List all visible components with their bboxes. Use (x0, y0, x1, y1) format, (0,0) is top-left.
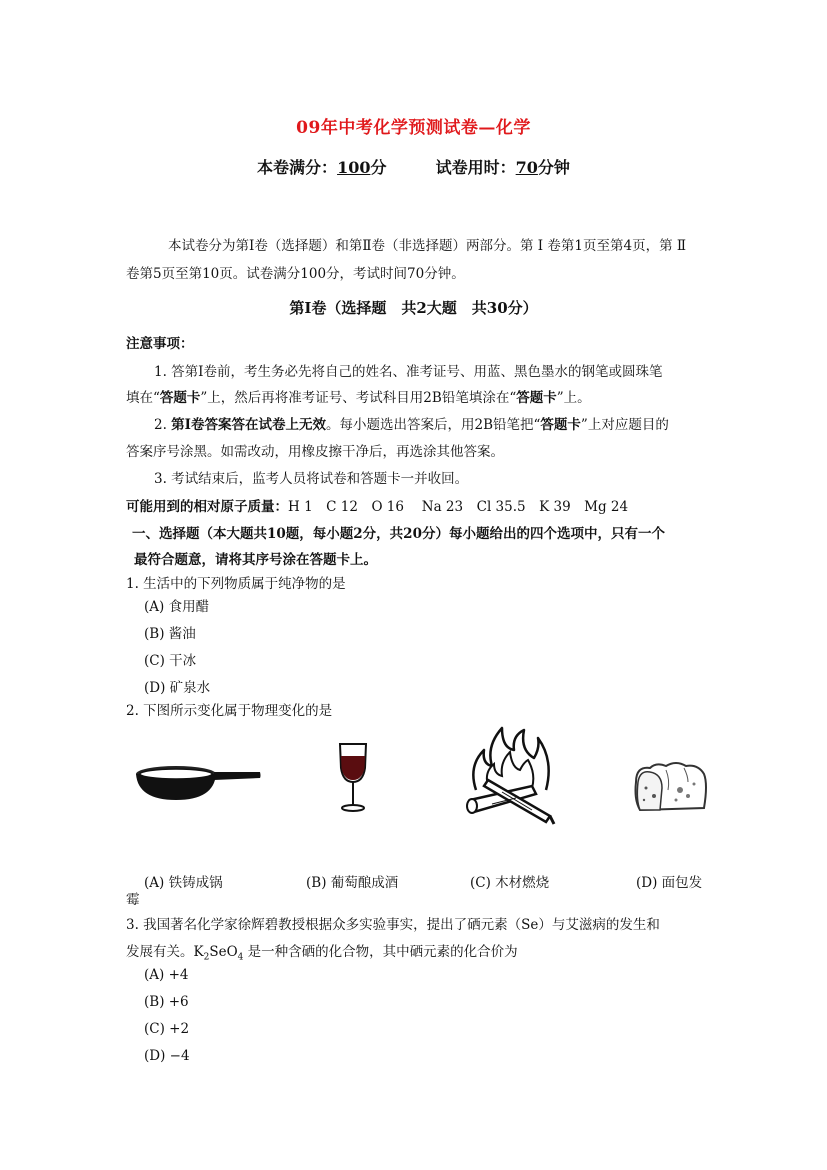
intro-line-1: 本试卷分为第Ⅰ卷（选择题）和第Ⅱ卷（非选择题）两部分。第 Ⅰ 卷第1页至第4页，第 Ⅱ (168, 238, 687, 254)
time-label: 试卷用时： (435, 158, 516, 177)
part1-line-2: 最符合题意，请将其序号涂在答题卡上。 (134, 552, 377, 568)
full-score-value: 100 (337, 158, 371, 177)
wine-glass-image (336, 740, 370, 814)
note-2-line-2: 答案序号涂黑。如需改动，用橡皮擦干净后，再选涂其他答案。 (126, 444, 504, 460)
intro-line-2: 卷第5页至第10页。试卷满分100分，考试时间70分钟。 (126, 266, 465, 282)
q2-caption-a: (A) 铁铸成锅 (144, 875, 223, 891)
page-title: 09年中考化学预测试卷—化学 (296, 118, 531, 138)
note-1-line-1: 1. 答第Ⅰ卷前，考生务必先将自己的姓名、准考证号、用蓝、黑色墨水的钢笔或圆珠笔 (154, 364, 663, 380)
notes-heading: 注意事项： (126, 336, 194, 352)
q3-option-a: (A) +4 (144, 967, 189, 983)
q2-caption-b: (B) 葡萄酿成酒 (306, 875, 399, 891)
q2-stem: 2. 下图所示变化属于物理变化的是 (126, 703, 333, 719)
frying-pan-image (134, 762, 262, 806)
moldy-bread-image (632, 760, 708, 814)
q1-option-d: (D) 矿泉水 (144, 680, 211, 696)
q2-caption-c: (C) 木材燃烧 (470, 875, 550, 891)
q1-option-b: (B) 酱油 (144, 626, 196, 642)
note-2-line-1: 2. 第Ⅰ卷答案答在试卷上无效。每小题选出答案后，用2B铅笔把“答题卡”上对应题目的 (154, 417, 669, 433)
note-1-line-2: 填在“答题卡”上，然后再将准考证号、考试科目用2B铅笔填涂在“答题卡”上。 (126, 390, 591, 406)
q2-caption-d-wrap: 霉 (126, 892, 140, 908)
q1-option-a: (A) 食用醋 (144, 599, 210, 615)
full-score-unit: 分 (370, 158, 387, 177)
time-value: 70 (515, 158, 538, 177)
q2-caption-d: (D) 面包发 (636, 875, 703, 891)
full-score-label: 本卷满分： (257, 158, 338, 177)
q3-line-1: 3. 我国著名化学家徐辉碧教授根据众多实验事实，提出了硒元素（Se）与艾滋病的发生和 (126, 917, 660, 933)
exam-meta (0, 155, 827, 178)
section-title: 第Ⅰ卷（选择题 共2大题 共30分） (289, 299, 538, 317)
burning-wood-image (462, 720, 558, 828)
time-unit: 分钟 (537, 158, 570, 177)
q1-option-c: (C) 干冰 (144, 653, 197, 669)
atomic-masses: 可能用到的相对原子质量：H 1 C 12 O 16 Na 23 Cl 35.5 K 39 Mg 24 (126, 499, 629, 515)
q3-option-b: (B) +6 (144, 994, 189, 1010)
q3-option-c: (C) +2 (144, 1021, 190, 1037)
q1-stem: 1. 生活中的下列物质属于纯净物的是 (126, 576, 346, 592)
note-3: 3. 考试结束后，监考人员将试卷和答题卡一并收回。 (154, 471, 469, 487)
part1-line-1: 一、选择题（本大题共10题，每小题2分，共20分）每小题给出的四个选项中，只有一个 (132, 526, 665, 542)
q3-line-2: 发展有关。$K_2SeO_4$ 是一种含硒的化合物，其中硒元素的化合价为 (126, 944, 518, 963)
q3-option-d: (D) −4 (144, 1048, 190, 1064)
